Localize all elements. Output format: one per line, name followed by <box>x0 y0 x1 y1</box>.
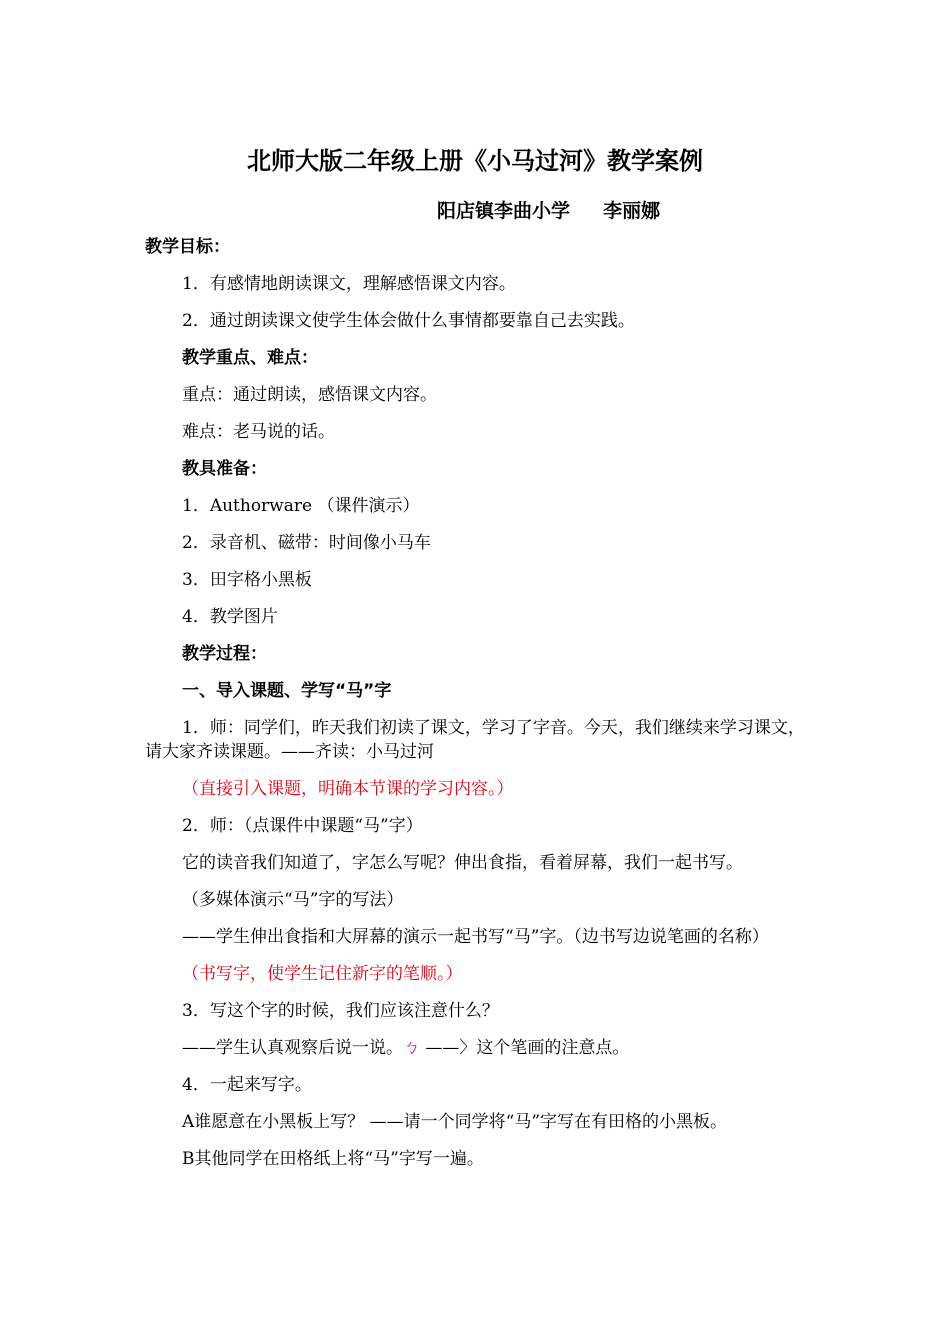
document-title: 北师大版二年级上册《小马过河》教学案例 <box>247 147 703 175</box>
paragraph-text: ——学生认真观察后说一说。 <box>182 1038 403 1058</box>
paragraph: 教学过程： <box>182 644 267 664</box>
paragraph: 重点：通过朗读，感悟课文内容。 <box>182 385 437 405</box>
paragraph: （多媒体演示“马”字的写法） <box>182 890 404 910</box>
paragraph: 教具准备： <box>182 459 267 479</box>
author-line: 阳店镇李曲小学 李丽娜 <box>437 200 661 222</box>
paragraph: 一、导入课题、学写“马”字 <box>182 681 392 701</box>
document-body <box>145 235 813 1184</box>
paragraph: ——学生伸出食指和大屏幕的演示一起书写“马”字。（边书写边说笔画的名称） <box>182 927 769 947</box>
paragraph: （直接引入课题，明确本节课的学习内容。） <box>182 779 514 799</box>
paragraph: 3．田字格小黑板 <box>182 570 312 590</box>
paragraph: 2．通过朗读课文使学生体会做什么事情都要靠自己去实践。 <box>182 311 635 331</box>
paragraph: 难点：老马说的话。 <box>182 422 335 442</box>
paragraph: 2．录音机、磁带：时间像小马车 <box>182 533 431 553</box>
paragraph: 1．师：同学们，昨天我们初读了课文，学习了字音。今天，我们继续来学习课文，请大家齐读课题。——齐读：小马过河 <box>145 718 805 762</box>
paragraph: B其他同学在田格纸上将“马”字写一遍。 <box>182 1149 484 1169</box>
paragraph: 它的读音我们知道了，字怎么写呢？伸出食指，看着屏幕，我们一起书写。 <box>182 853 743 873</box>
stroke-glyph: ㄅ <box>403 1038 420 1058</box>
paragraph: A谁愿意在小黑板上写？ ——请一个同学将“马”字写在有田格的小黑板。 <box>182 1112 728 1132</box>
paragraph: 教学目标： <box>145 237 230 257</box>
paragraph: （书写字，使学生记住新字的笔顺。） <box>182 964 463 984</box>
paragraph: 1．Authorware （课件演示） <box>182 496 420 516</box>
paragraph <box>145 1036 813 1073</box>
paragraph-text-tail: ——〉这个笔画的注意点。 <box>420 1038 630 1058</box>
paragraph: 3．写这个字的时候，我们应该注意什么？ <box>182 1001 499 1021</box>
paragraph: 4．教学图片 <box>182 607 278 627</box>
paragraph: 4．一起来写字。 <box>182 1075 312 1095</box>
paragraph: 2．师：（点课件中课题“马”字） <box>182 816 423 836</box>
paragraph: 1．有感情地朗读课文，理解感悟课文内容。 <box>182 274 516 294</box>
paragraph: 教学重点、难点： <box>182 348 318 368</box>
